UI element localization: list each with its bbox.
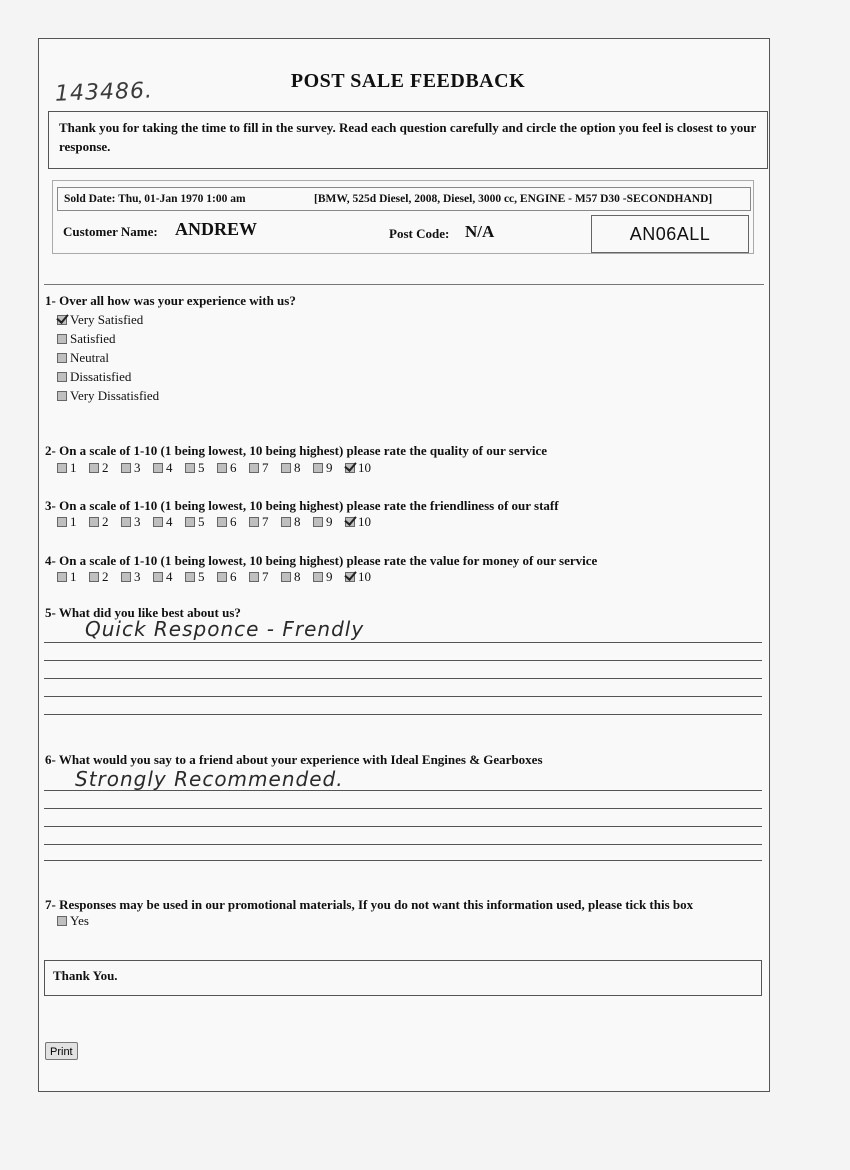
answer-line (44, 860, 762, 861)
q4-scale-option[interactable] (313, 569, 345, 585)
q4-checkbox[interactable] (121, 572, 131, 582)
q4-checkbox[interactable] (185, 572, 195, 582)
q4-checkbox[interactable] (153, 572, 163, 582)
q4-scale-option[interactable] (89, 569, 121, 585)
q2-scale-option[interactable] (313, 460, 345, 476)
q2-scale-label: 8 (294, 460, 301, 475)
q3-scale-option[interactable] (57, 514, 89, 530)
q3-scale-option[interactable] (345, 514, 377, 530)
print-button[interactable]: Print (45, 1042, 78, 1060)
q3-checkbox[interactable] (217, 517, 227, 527)
q3-checkbox[interactable] (281, 517, 291, 527)
registration-box: AN06ALL (591, 215, 749, 253)
question-7: 7- Responses may be used in our promotional materials, If you do not want this information used, please tick this box (45, 897, 694, 912)
q4-scale-option[interactable] (57, 569, 89, 585)
answer-line (44, 844, 762, 845)
q2-scale-label: 10 (358, 460, 371, 475)
question-3-scale (57, 514, 377, 530)
q4-checkbox[interactable] (249, 572, 259, 582)
question-1-option-label: Satisfied (70, 330, 116, 346)
q3-checkbox[interactable] (121, 517, 131, 527)
question-1-option-label: Very Dissatisfied (70, 387, 160, 403)
q2-checkbox[interactable] (281, 463, 291, 473)
q4-scale-label: 5 (198, 569, 205, 584)
q2-scale-label: 3 (134, 460, 141, 475)
sale-info-row (57, 187, 751, 211)
question-6: 6- What would you say to a friend about your experience with Ideal Engines & Gearboxes (45, 752, 543, 767)
q2-scale-option[interactable] (281, 460, 313, 476)
q3-scale-option[interactable] (153, 514, 185, 530)
question-1-option-label: Dissatisfied (70, 368, 132, 384)
question-7-options (57, 911, 89, 930)
q2-scale-option[interactable] (121, 460, 153, 476)
q4-checkbox[interactable] (281, 572, 291, 582)
question-3: 3- On a scale of 1-10 (1 being lowest, 10 being highest) please rate the friendliness of our staff (45, 498, 559, 513)
customer-name-label: Customer Name: (63, 224, 158, 239)
q2-scale-option[interactable] (185, 460, 217, 476)
q4-checkbox[interactable] (89, 572, 99, 582)
question-1-checkbox[interactable] (57, 372, 67, 382)
q4-scale-label: 8 (294, 569, 301, 584)
question-1-option[interactable] (57, 348, 159, 367)
q4-checkbox[interactable] (345, 572, 355, 582)
sold-date: Sold Date: Thu, 01-Jan 1970 1:00 am (64, 193, 246, 205)
q2-checkbox[interactable] (185, 463, 195, 473)
q4-scale-label: 10 (358, 569, 371, 584)
q2-checkbox[interactable] (153, 463, 163, 473)
q3-checkbox[interactable] (153, 517, 163, 527)
q2-checkbox[interactable] (345, 463, 355, 473)
q3-scale-label: 2 (102, 514, 109, 529)
q3-checkbox[interactable] (249, 517, 259, 527)
q3-scale-label: 7 (262, 514, 269, 529)
q3-scale-option[interactable] (121, 514, 153, 530)
q4-scale-option[interactable] (217, 569, 249, 585)
postcode: N/A (465, 222, 495, 241)
q2-scale-label: 9 (326, 460, 333, 475)
q4-scale-label: 2 (102, 569, 109, 584)
q3-checkbox[interactable] (345, 517, 355, 527)
q3-scale-label: 8 (294, 514, 301, 529)
q3-scale-option[interactable] (281, 514, 313, 530)
q4-checkbox[interactable] (313, 572, 323, 582)
q2-checkbox[interactable] (249, 463, 259, 473)
q4-scale-label: 6 (230, 569, 237, 584)
question-1: 1- Over all how was your experience with us? (45, 293, 296, 308)
q4-scale-label: 3 (134, 569, 141, 584)
answer-line (44, 790, 762, 791)
question-2-scale (57, 460, 377, 476)
question-5: 5- What did you like best about us? (45, 605, 241, 620)
vehicle-description: [BMW, 525d Diesel, 2008, Diesel, 3000 cc, ENGINE - M57 D30 -SECONDHAND] (314, 193, 713, 205)
question-1-checkbox[interactable] (57, 353, 67, 363)
q4-scale-label: 4 (166, 569, 173, 584)
q4-checkbox[interactable] (57, 572, 67, 582)
q3-scale-label: 6 (230, 514, 237, 529)
q4-scale-option[interactable] (153, 569, 185, 585)
q3-scale-label: 1 (70, 514, 77, 529)
consent-option[interactable] (57, 911, 89, 930)
q2-scale-option[interactable] (249, 460, 281, 476)
answer-line (44, 642, 762, 643)
postcode-label: Post Code: (389, 226, 450, 241)
question-1-checkbox[interactable] (57, 315, 67, 325)
question-1-option[interactable] (57, 310, 159, 329)
q2-checkbox[interactable] (313, 463, 323, 473)
q3-scale-option[interactable] (217, 514, 249, 530)
q2-checkbox[interactable] (89, 463, 99, 473)
q3-scale-option[interactable] (89, 514, 121, 530)
question-1-option[interactable] (57, 329, 159, 348)
q2-scale-label: 7 (262, 460, 269, 475)
q3-checkbox[interactable] (57, 517, 67, 527)
question-6-answer[interactable]: Strongly Recommended. (75, 767, 344, 791)
q2-scale-label: 2 (102, 460, 109, 475)
intro-text: Thank you for taking the time to fill in the survey. Read each question carefully and circle the option you feel is closest to your response. (59, 120, 757, 154)
q3-checkbox[interactable] (89, 517, 99, 527)
intro-box (48, 111, 768, 169)
q3-scale-option[interactable] (313, 514, 345, 530)
q2-checkbox[interactable] (57, 463, 67, 473)
question-1-checkbox[interactable] (57, 391, 67, 401)
q4-scale-option[interactable] (121, 569, 153, 585)
question-2: 2- On a scale of 1-10 (1 being lowest, 10 being highest) please rate the quality of our service (45, 443, 548, 458)
answer-line (44, 660, 762, 661)
consent-label: Yes (70, 912, 89, 928)
sale-details-panel (52, 180, 754, 254)
q2-scale-option[interactable] (217, 460, 249, 476)
q4-checkbox[interactable] (217, 572, 227, 582)
answer-line (44, 678, 762, 679)
q3-scale-label: 9 (326, 514, 333, 529)
q4-scale-option[interactable] (249, 569, 281, 585)
q2-scale-option[interactable] (89, 460, 121, 476)
question-1-option[interactable] (57, 386, 159, 405)
question-1-option-label: Very Satisfied (70, 311, 144, 327)
q4-scale-option[interactable] (281, 569, 313, 585)
q4-scale-label: 7 (262, 569, 269, 584)
q2-scale-label: 4 (166, 460, 173, 475)
answer-line (44, 808, 762, 809)
q4-scale-option[interactable] (185, 569, 217, 585)
answer-line (44, 714, 762, 715)
q3-scale-label: 3 (134, 514, 141, 529)
q2-scale-label: 5 (198, 460, 205, 475)
q3-scale-option[interactable] (249, 514, 281, 530)
question-5-answer[interactable]: Quick Responce - Frendly (85, 617, 365, 641)
thank-you-text: Thank You. (53, 968, 118, 983)
q3-checkbox[interactable] (185, 517, 195, 527)
thank-you-box (44, 960, 762, 996)
q2-scale-option[interactable] (153, 460, 185, 476)
question-1-options (57, 310, 159, 405)
handwritten-reference-number: 143486. (54, 78, 154, 107)
question-4-scale (57, 569, 377, 585)
q3-scale-label: 5 (198, 514, 205, 529)
q2-scale-label: 6 (230, 460, 237, 475)
question-4: 4- On a scale of 1-10 (1 being lowest, 10 being highest) please rate the value for money of our service (45, 553, 598, 568)
question-1-checkbox[interactable] (57, 334, 67, 344)
q2-scale-option[interactable] (345, 460, 377, 476)
q3-scale-label: 10 (358, 514, 371, 529)
consent-checkbox[interactable] (57, 916, 67, 926)
answer-line (44, 696, 762, 697)
q3-scale-label: 4 (166, 514, 173, 529)
q2-checkbox[interactable] (217, 463, 227, 473)
q4-scale-label: 9 (326, 569, 333, 584)
q2-checkbox[interactable] (121, 463, 131, 473)
q4-scale-option[interactable] (345, 569, 377, 585)
q3-scale-option[interactable] (185, 514, 217, 530)
q3-checkbox[interactable] (313, 517, 323, 527)
question-1-option[interactable] (57, 367, 159, 386)
section-divider (44, 284, 764, 285)
q2-scale-label: 1 (70, 460, 77, 475)
q4-scale-label: 1 (70, 569, 77, 584)
answer-line (44, 826, 762, 827)
q2-scale-option[interactable] (57, 460, 89, 476)
customer-name: ANDREW (175, 219, 258, 239)
question-1-option-label: Neutral (70, 349, 109, 365)
page-title: POST SALE FEEDBACK (290, 70, 526, 92)
